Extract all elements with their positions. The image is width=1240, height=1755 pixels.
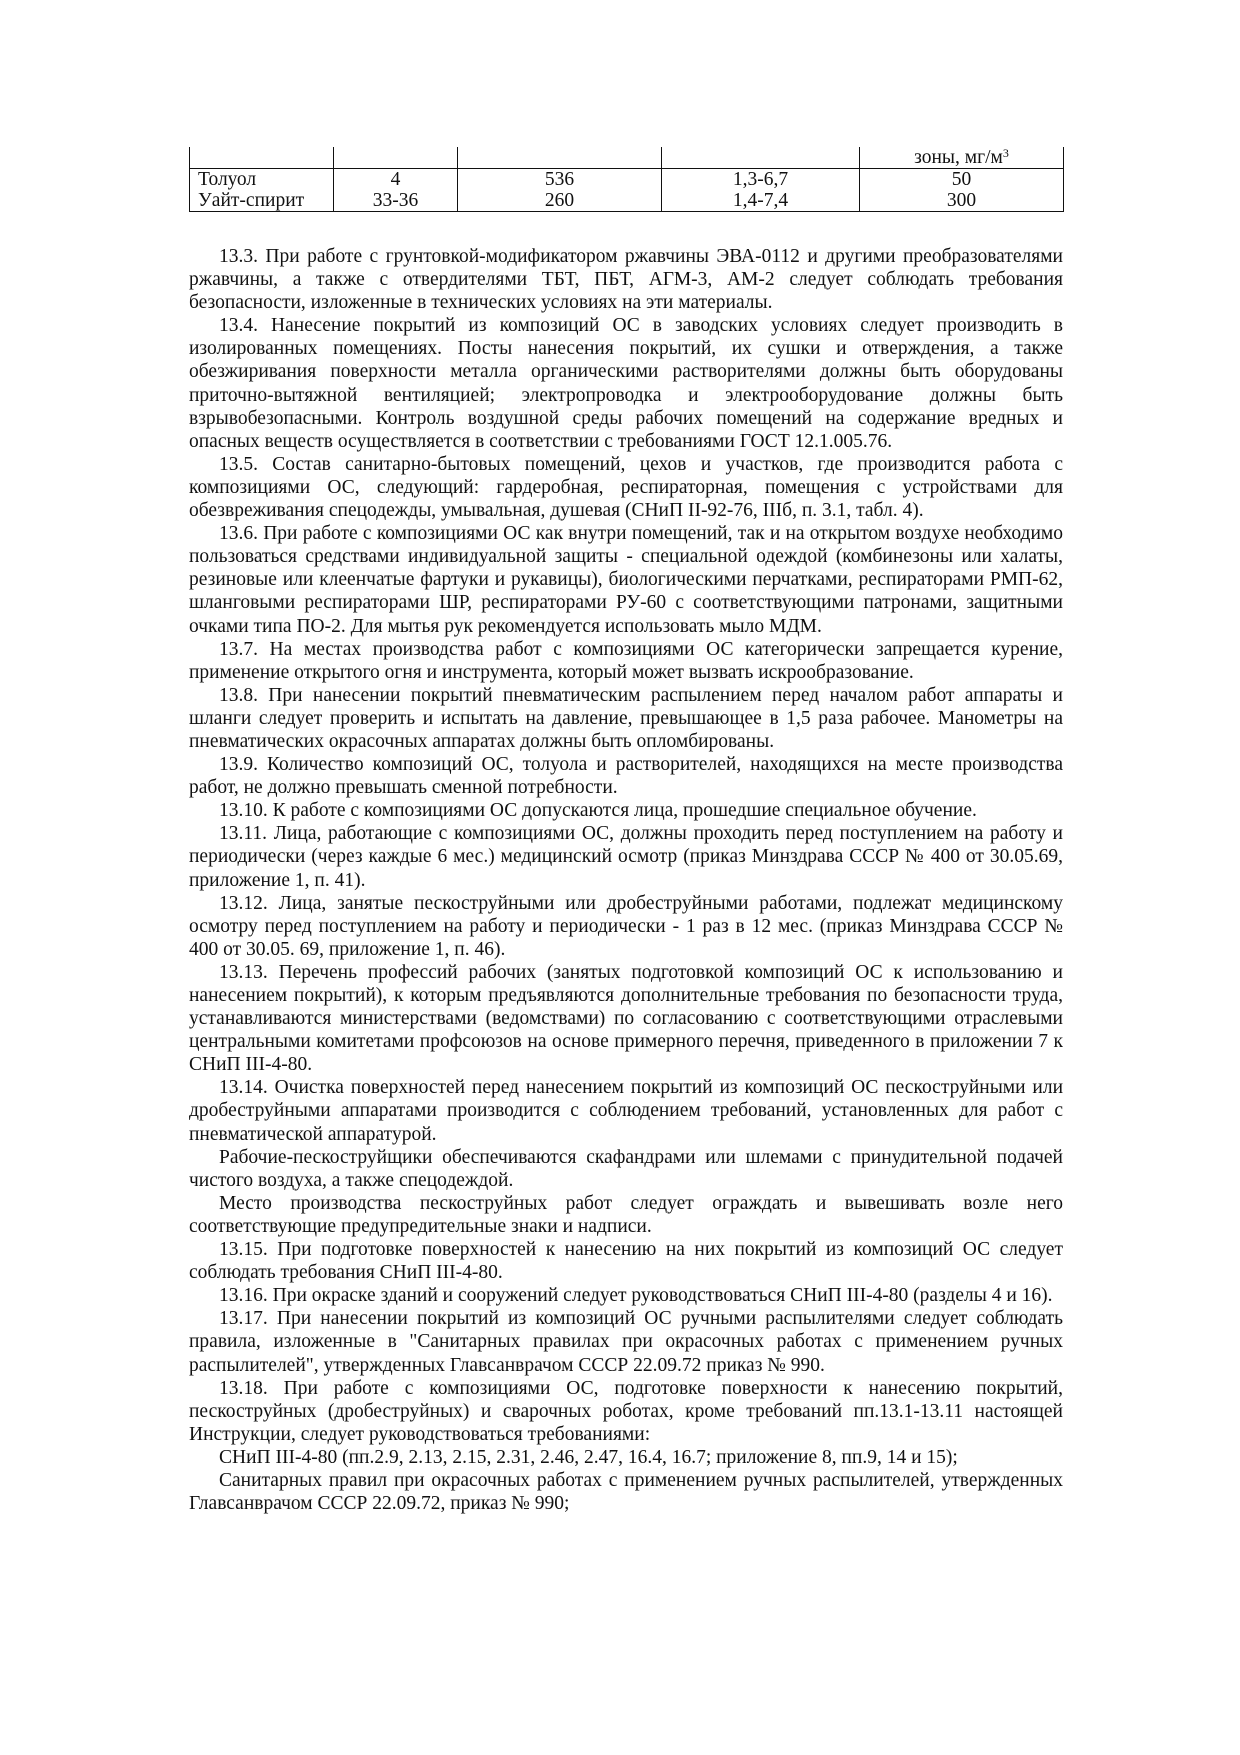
table-row (190, 169, 1064, 191)
table-cell: Толуол (190, 169, 334, 191)
table-row (190, 190, 1064, 212)
table-cell: 1,3-6,7 (662, 169, 860, 191)
paragraph-13-18: 13.18. При работе с композициями ОС, подготовке поверхности к нанесению покрытий, пескоструйных (дробеструйных) и сварочных роботах, кроме требований пп.13.1-13.11 настоящей Инструкции, следует руководствоваться требованиями: (189, 1377, 1063, 1445)
paragraph-13-3: 13.3. При работе с грунтовкой-модификатором ржавчины ЭВА-0112 и другими преобразователями ржавчины, а также с отвердителями ТБТ, ПБТ, АГМ-3, АМ-2 следует соблюдать требования безопасности, изложенные в технических условиях на эти материалы. (189, 246, 1063, 314)
table-cell: 300 (860, 190, 1064, 212)
header-superscript: 3 (1002, 147, 1009, 160)
table-cell: 260 (458, 190, 662, 212)
paragraph-sandblasters: Рабочие-пескоструйщики обеспечиваются скафандрами или шлемами с принудительной подачей чистого воздуха, а также спецодеждой. (189, 1146, 1063, 1191)
paragraph-13-11: 13.11. Лица, работающие с композициями ОС, должны проходить перед поступлением на работу и периодически (через каждые 6 мес.) медицинский осмотр (приказ Минздрава СССР № 400 от 30.05.69, приложение 1, п. 41). (189, 823, 1063, 891)
paragraph-13-9: 13.9. Количество композиций ОС, толуола и растворителей, находящихся на месте производства работ, не должно превышать сменной потребности. (189, 754, 1063, 799)
paragraph-13-10: 13.10. К работе с композициями ОС допускаются лица, прошедшие специальное обучение. (219, 800, 977, 822)
table-cell (662, 147, 860, 169)
document-body (189, 245, 1063, 1515)
paragraph-13-13: 13.13. Перечень профессий рабочих (занятых подготовкой композиций ОС к использованию и нанесением покрытий), к которым предъявляются дополнительные требования по безопасности труда, устанавливаются министерствами (ведомствами) по согласованию с соответствующими отраслевыми центральными комитетами профсоюзов на основе примерного перечня, приведенного в приложении 7 к СНиП III-4-80. (189, 961, 1063, 1076)
paragraph-13-14: 13.14. Очистка поверхностей перед нанесением покрытий из композиций ОС пескоструйными или дробеструйными аппаратами производится с соблюдением требований, установленных для работ с пневматической аппаратурой. (189, 1077, 1063, 1145)
table-cell: Уайт-спирит (190, 190, 334, 212)
paragraph-13-4: 13.4. Нанесение покрытий из композиций ОС в заводских условиях следует производить в изолированных помещениях. Посты нанесения покрытий, их сушки и отверждения, а также обезжиривания поверхности металла органическими растворителями должны быть оборудованы приточно-вытяжной вентиляцией; электропроводка и электрооборудование должны быть взрывобезопасными. Контроль воздушной среды рабочих помещений на содержание вредных и опасных веществ осуществляется в соответствии с требованиями ГОСТ 12.1.005.76. (189, 315, 1063, 452)
table-cell: 536 (458, 169, 662, 191)
paragraph-13-16: 13.16. При окраске зданий и сооружений следует руководствоваться СНиП III-4-80 (разделы 4 и 16). (219, 1285, 1053, 1307)
table-cell: 50 (860, 169, 1064, 191)
table-cell: 1,4-7,4 (662, 190, 860, 212)
paragraph-13-7: 13.7. На местах производства работ с композициями ОС категорически запрещается курение, применение открытого огня и инструмента, который может вызвать искрообразование. (189, 638, 1063, 683)
table-cell (190, 147, 334, 169)
paragraph-snip-list-item: СНиП III-4-80 (пп.2.9, 2.13, 2.15, 2.31, 2.46, 2.47, 16.4, 16.7; приложение 8, пп.9, 14 и 15); (219, 1446, 958, 1468)
paragraph-13-12: 13.12. Лица, занятые пескоструйными или дробеструйными работами, подлежат медицинскому осмотру перед поступлением на работу и периодически - 1 раз в 12 мес. (приказ Минздрава СССР № 400 от 30.05. 69, приложение 1, п. 46). (189, 892, 1063, 960)
table-cell: 4 (334, 169, 458, 191)
paragraph-sanitary-rules-item: Санитарных правил при окрасочных работах с применением ручных распылителей, утвержденных Главсанврачом СССР 22.09.72, приказ № 990; (189, 1469, 1063, 1515)
paragraph-work-site: Место производства пескоструйных работ следует ограждать и вывешивать возле него соответствующие предупредительные знаки и надписи. (189, 1192, 1063, 1237)
table-cell (334, 147, 458, 169)
table-cell: 33-36 (334, 190, 458, 212)
paragraph-13-15: 13.15. При подготовке поверхностей к нанесению на них покрытий из композиций ОС следует соблюдать требования СНиП III-4-80. (189, 1239, 1063, 1284)
substances-table (189, 147, 1064, 212)
header-fragment-text: зоны, мг/м (914, 147, 1003, 168)
paragraph-13-6: 13.6. При работе с композициями ОС как внутри помещений, так и на открытом воздухе необходимо пользоваться средствами индивидуальной защиты - специальной одеждой (комбинезоны или халаты, резиновые или клеенчатые фартуки и рукавицы), биологическими перчатками, респираторами РМП-62, шланговыми респираторами ШР, респираторами РУ-60 с соответствующими патронами, защитными очками типа ПО-2. Для мытья рук рекомендуется использовать мыло МДМ. (189, 523, 1063, 637)
table-cell (458, 147, 662, 169)
paragraph-13-8: 13.8. При нанесении покрытий пневматическим распылением перед началом работ аппараты и шланги следует проверить и испытать на давление, превышающее в 1,5 раза рабочее. Манометры на пневматических окрасочных аппаратах должны быть опломбированы. (189, 684, 1063, 752)
table-header-cell (860, 147, 1064, 169)
table-header-fragment-row (190, 147, 1064, 169)
paragraph-13-5: 13.5. Состав санитарно-бытовых помещений, цехов и участков, где производится работа с композициями ОС, следующий: гардеробная, респираторная, помещения с устройствами для обезвреживания спецодежды, умывальная, душевая (СНиП II-92-76, IIIб, п. 3.1, табл. 4). (189, 453, 1063, 522)
paragraph-13-17: 13.17. При нанесении покрытий из композиций ОС ручными распылителями следует соблюдать правила, изложенные в "Санитарных правилах при окрасочных работах с применением ручных распылителей", утвержденных Главсанврачом СССР 22.09.72 приказ № 990. (189, 1308, 1063, 1376)
